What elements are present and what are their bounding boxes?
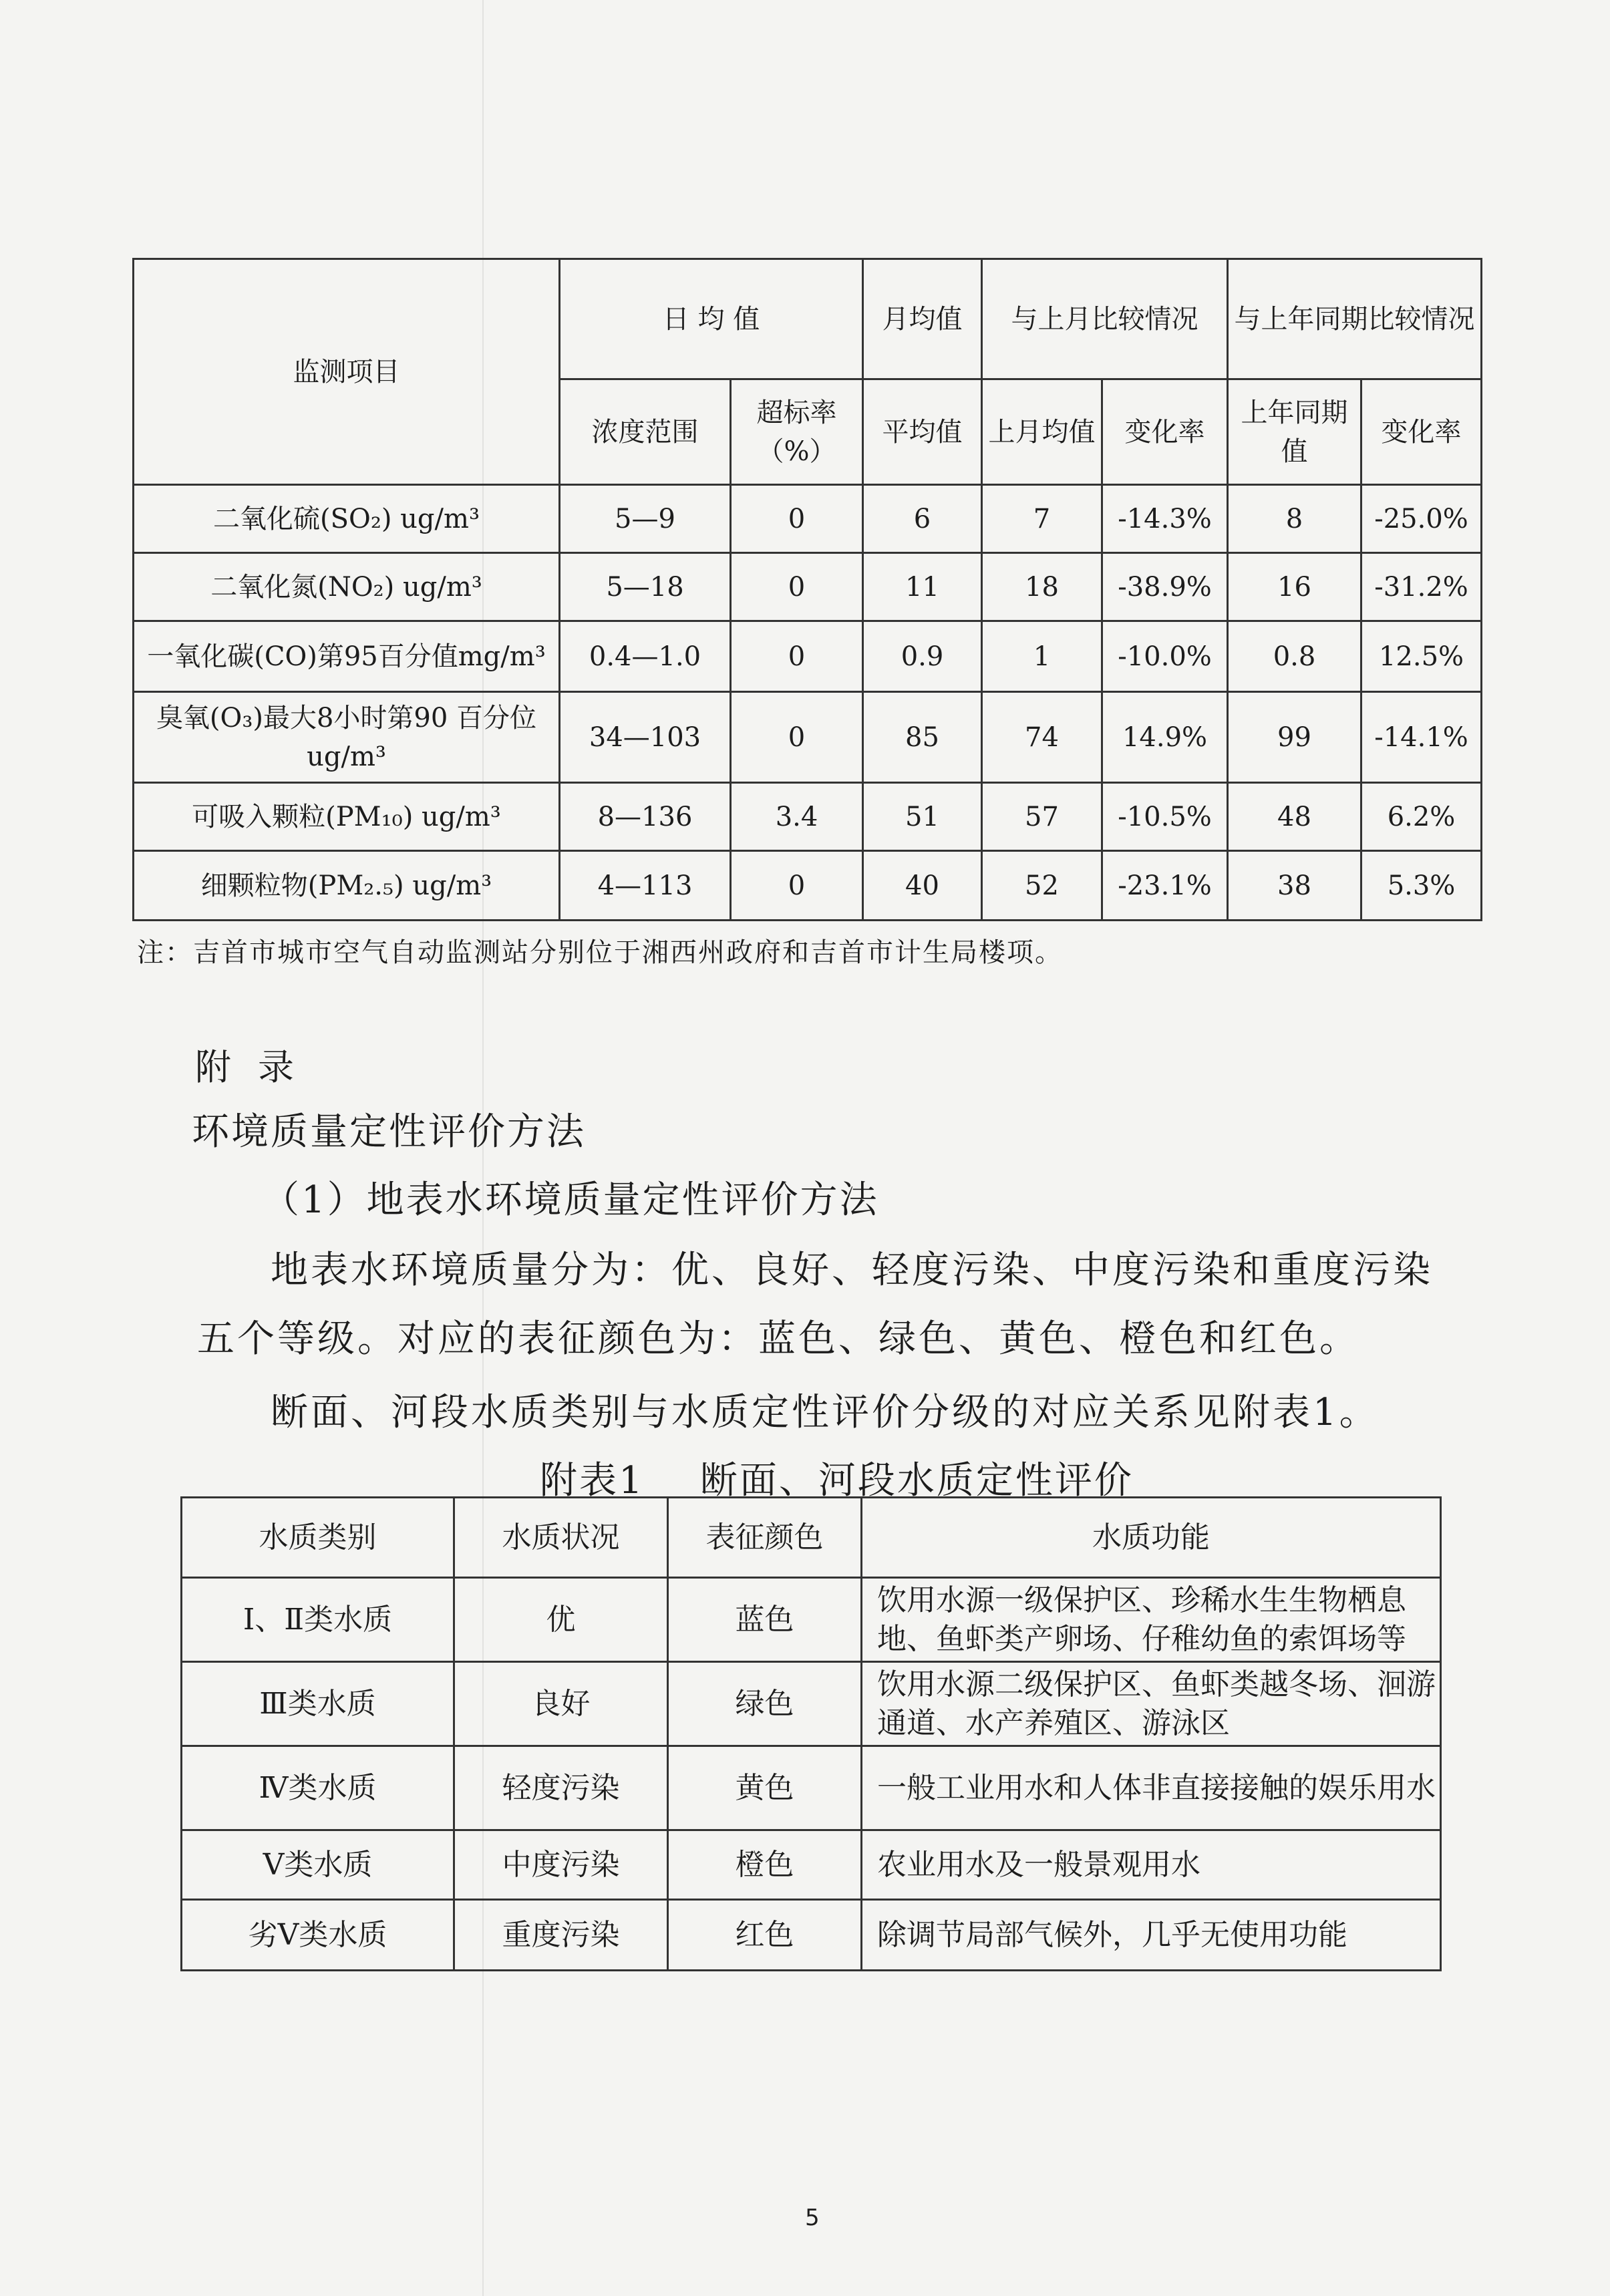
cell-last-year: 99 xyxy=(1228,692,1361,783)
cell-exceed: 0 xyxy=(731,553,863,621)
cell-color: 橙色 xyxy=(668,1830,862,1900)
table-row xyxy=(134,553,1482,621)
cell-last-month: 7 xyxy=(982,485,1102,553)
table-note: 注：吉首市城市空气自动监测站分别位于湘西州政府和吉首市计生局楼项。 xyxy=(137,937,1063,968)
cell-last-month: 57 xyxy=(982,783,1102,851)
cell-category: Ⅳ类水质 xyxy=(182,1746,454,1830)
cell-change2: -31.2% xyxy=(1361,553,1482,621)
cell-exceed: 0 xyxy=(731,485,863,553)
cell-color: 蓝色 xyxy=(668,1578,862,1662)
cell-status: 中度污染 xyxy=(454,1830,668,1900)
cell-status: 优 xyxy=(454,1578,668,1662)
cell-status: 良好 xyxy=(454,1662,668,1746)
table-row xyxy=(134,783,1482,851)
header-mom: 与上月比较情况 xyxy=(982,259,1228,379)
header-exceed: 超标率（%） xyxy=(731,379,863,485)
method-heading: 环境质量定性评价方法 xyxy=(192,1110,586,1154)
page-number: 5 xyxy=(805,2204,820,2231)
cell-category: Ⅴ类水质 xyxy=(182,1830,454,1900)
cell-last-year: 8 xyxy=(1228,485,1361,553)
cell-category: Ⅲ类水质 xyxy=(182,1662,454,1746)
cell-range: 0.4—1.0 xyxy=(560,621,731,692)
cell-change2: 12.5% xyxy=(1361,621,1482,692)
cell-avg: 40 xyxy=(863,851,982,921)
cell-item: 可吸入颗粒(PM₁₀) ug/m³ xyxy=(134,783,560,851)
cell-exceed: 3.4 xyxy=(731,783,863,851)
sub-heading: （1）地表水环境质量定性评价方法 xyxy=(262,1178,879,1222)
table-row xyxy=(182,1578,1441,1662)
cell-range: 4—113 xyxy=(560,851,731,921)
header-change2: 变化率 xyxy=(1361,379,1482,485)
cell-change1: -38.9% xyxy=(1102,553,1228,621)
cell-avg: 51 xyxy=(863,783,982,851)
cell-change2: -25.0% xyxy=(1361,485,1482,553)
cell-color: 绿色 xyxy=(668,1662,862,1746)
appendix-heading: 附录 xyxy=(195,1046,321,1088)
cell-change1: 14.9% xyxy=(1102,692,1228,783)
cell-item: 细颗粒物(PM₂.₅) ug/m³ xyxy=(134,851,560,921)
header-item: 监测项目 xyxy=(134,259,560,485)
cell-avg: 11 xyxy=(863,553,982,621)
cell-last-year: 16 xyxy=(1228,553,1361,621)
table-row xyxy=(134,692,1482,783)
cell-range: 5—18 xyxy=(560,553,731,621)
cell-change1: -10.5% xyxy=(1102,783,1228,851)
cell-category: Ⅰ、Ⅱ类水质 xyxy=(182,1578,454,1662)
paragraph-1: 地表水环境质量分为：优、良好、轻度污染、中度污染和重度污染 xyxy=(271,1249,1433,1292)
header-range: 浓度范围 xyxy=(560,379,731,485)
header-last-year: 上年同期值 xyxy=(1228,379,1361,485)
header-color: 表征颜色 xyxy=(668,1498,862,1578)
cell-exceed: 0 xyxy=(731,851,863,921)
cell-range: 34—103 xyxy=(560,692,731,783)
header-change1: 变化率 xyxy=(1102,379,1228,485)
cell-avg: 85 xyxy=(863,692,982,783)
header-category: 水质类别 xyxy=(182,1498,454,1578)
cell-last-year: 48 xyxy=(1228,783,1361,851)
cell-status: 轻度污染 xyxy=(454,1746,668,1830)
cell-change1: -14.3% xyxy=(1102,485,1228,553)
table-row xyxy=(182,1662,1441,1746)
cell-last-month: 74 xyxy=(982,692,1102,783)
cell-last-month: 52 xyxy=(982,851,1102,921)
cell-function: 一般工业用水和人体非直接接触的娱乐用水 xyxy=(862,1746,1441,1830)
cell-range: 8—136 xyxy=(560,783,731,851)
cell-function: 饮用水源一级保护区、珍稀水生生物栖息地、鱼虾类产卵场、仔稚幼鱼的索饵场等 xyxy=(862,1578,1441,1662)
cell-change2: -14.1% xyxy=(1361,692,1482,783)
cell-avg: 0.9 xyxy=(863,621,982,692)
air-quality-table xyxy=(132,258,1482,921)
table-row xyxy=(134,621,1482,692)
water-quality-table xyxy=(180,1496,1442,1971)
cell-item: 臭氧(O₃)最大8小时第90 百分位ug/m³ xyxy=(134,692,560,783)
cell-avg: 6 xyxy=(863,485,982,553)
cell-function: 除调节局部气候外，几乎无使用功能 xyxy=(862,1900,1441,1971)
header-avg: 平均值 xyxy=(863,379,982,485)
cell-function: 农业用水及一般景观用水 xyxy=(862,1830,1441,1900)
table-row xyxy=(182,1900,1441,1971)
cell-color: 红色 xyxy=(668,1900,862,1971)
cell-change1: -23.1% xyxy=(1102,851,1228,921)
table-caption: 附表1 断面、河段水质定性评价 xyxy=(540,1459,1134,1502)
cell-exceed: 0 xyxy=(731,692,863,783)
cell-item: 二氧化氮(NO₂) ug/m³ xyxy=(134,553,560,621)
cell-range: 5—9 xyxy=(560,485,731,553)
header-last-month: 上月均值 xyxy=(982,379,1102,485)
cell-last-year: 38 xyxy=(1228,851,1361,921)
header-status: 水质状况 xyxy=(454,1498,668,1578)
cell-item: 一氧化碳(CO)第95百分值mg/m³ xyxy=(134,621,560,692)
cell-last-month: 18 xyxy=(982,553,1102,621)
cell-color: 黄色 xyxy=(668,1746,862,1830)
cell-last-year: 0.8 xyxy=(1228,621,1361,692)
cell-change1: -10.0% xyxy=(1102,621,1228,692)
cell-last-month: 1 xyxy=(982,621,1102,692)
table-row xyxy=(182,1746,1441,1830)
cell-status: 重度污染 xyxy=(454,1900,668,1971)
header-monthly: 月均值 xyxy=(863,259,982,379)
cell-change2: 5.3% xyxy=(1361,851,1482,921)
cell-category: 劣Ⅴ类水质 xyxy=(182,1900,454,1971)
table-row xyxy=(134,851,1482,921)
paragraph-3: 断面、河段水质类别与水质定性评价分级的对应关系见附表1。 xyxy=(271,1391,1380,1434)
header-yoy: 与上年同期比较情况 xyxy=(1228,259,1482,379)
cell-change2: 6.2% xyxy=(1361,783,1482,851)
cell-item: 二氧化硫(SO₂) ug/m³ xyxy=(134,485,560,553)
cell-exceed: 0 xyxy=(731,621,863,692)
table-row xyxy=(182,1830,1441,1900)
table-row xyxy=(134,485,1482,553)
header-daily: 日 均 值 xyxy=(560,259,863,379)
header-function: 水质功能 xyxy=(862,1498,1441,1578)
cell-function: 饮用水源二级保护区、鱼虾类越冬场、洄游通道、水产养殖区、游泳区 xyxy=(862,1662,1441,1746)
paragraph-2: 五个等级。对应的表征颜色为：蓝色、绿色、黄色、橙色和红色。 xyxy=(197,1317,1359,1361)
